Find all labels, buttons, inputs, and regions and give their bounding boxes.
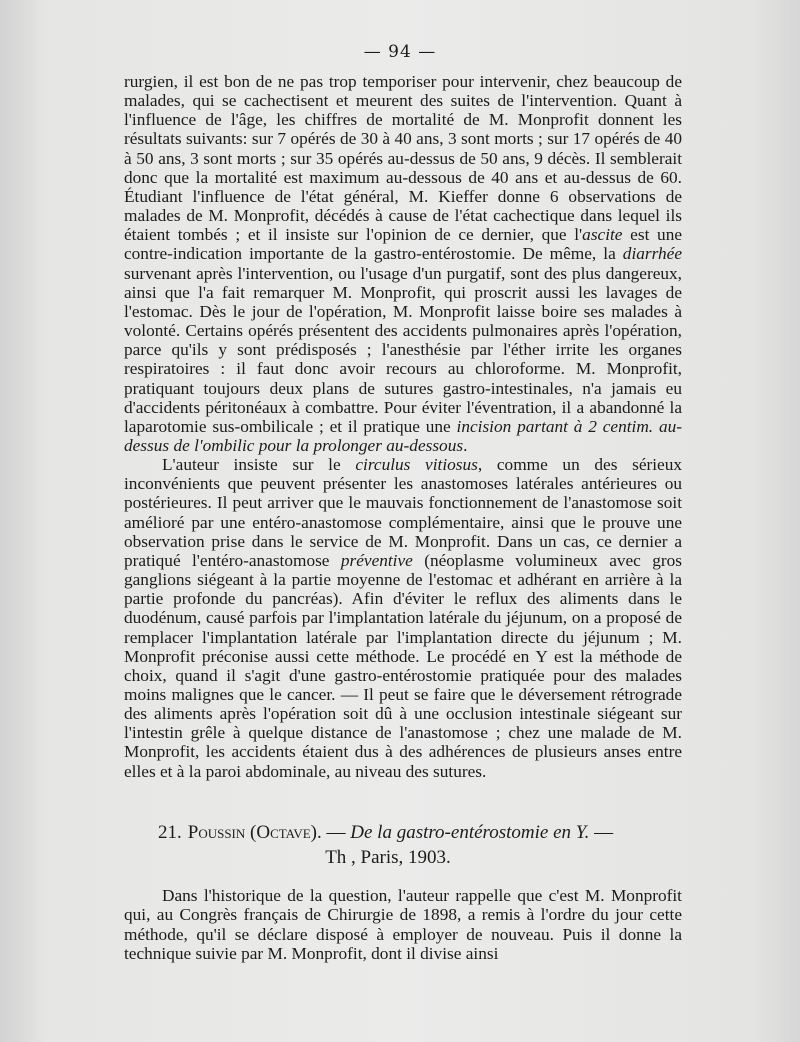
paragraph-3: Dans l'historique de la question, l'auteur rappelle que c'est M. Monprofit qui, au Congrès français de Chirurgie de 1898, a remis à l'ordre du jour cette méthode, qu'il se déclare disposé à employer de nouveau. Puis il donne la technique suivie par M. Monprofit, dont il divise ainsi xyxy=(124,886,682,964)
emphasis-circulus: circulus vitiosus xyxy=(355,455,478,475)
reference-author: Poussin (Octave). xyxy=(187,822,322,843)
emphasis-incision: incision partant à 2 centim. au-dessus de l'ombilic pour la prolonger au-dessous xyxy=(124,416,682,455)
paragraph-2-text-a: L'auteur insiste sur le xyxy=(162,455,356,475)
bibliographic-reference xyxy=(124,820,682,870)
paragraph-1-text-d: . xyxy=(463,435,468,455)
reference-dash: — xyxy=(321,822,351,843)
paragraph-2 xyxy=(124,455,682,781)
paragraph-2-text-b: , comme un des sérieux inconvénients que peuvent présenter les anastomoses latérales antérieures ou postérieures. Il peut arriver que le mauvais fonctionnement de l'anastomose soit amélioré par une entéro-anastomose complémentaire, ainsi que le prouve une observation prise dans le service de M. Monprofit. Dans un cas, ce dernier a pratiqué l'entéro-anastomose xyxy=(124,455,683,570)
reference-number: 21. xyxy=(158,822,182,843)
emphasis-preventive: préventive xyxy=(340,550,413,570)
emphasis-diarrhee: diarrhée xyxy=(622,244,682,264)
paragraph-1 xyxy=(124,72,682,455)
main-text xyxy=(124,72,682,781)
reference-title: De la gastro-entérostomie en Y. xyxy=(350,822,590,843)
paragraph-1-text-a: rurgien, il est bon de ne pas trop temporiser pour intervenir, chez beaucoup de malades, qui se cachectisent et meurent des suites de l'intervention. Quant à l'influence de l'âge, les chiffres de mortalité de M. Monprofit donnent les résultats suivants: sur 7 opérés de 30 à 40 ans, 3 sont morts ; sur 17 opérés de 40 à 50 ans, 3 sont morts ; sur 35 opérés au-dessus de 50 ans, 9 décès. Il semblerait donc que la mortalité est maximum au-dessous de 40 ans et au-dessus de 60. Étudiant l'influence de l'état général, M. Kieffer donne 6 observations de malades de M. Monprofit, décédés à cause de l'état cachectique dans lequel ils étaient tombés ; et il insiste sur l'opinion de ce dernier, que l' xyxy=(124,72,682,245)
reference-line-1 xyxy=(124,820,682,845)
final-paragraph xyxy=(124,886,682,964)
paragraph-1-text-b: est une contre-indication importante de la gastro-entérostomie. De même, la xyxy=(124,225,683,264)
reference-line-2: Th , Paris, 1903. xyxy=(325,847,451,868)
paragraph-2-text-c: (néoplasme volumineux avec gros ganglions siégeant à la partie moyenne de l'estomac et adhérant en arrière à la partie profonde du pancréas). Afin d'éviter le reflux des aliments dans le duodénum, causé parfois par l'implantation latérale du jéjunum, on a proposé de remplacer l'implantation latérale par l'implantation directe du jéjunum ; M. Monprofit préconise aussi cette méthode. Le procédé en Y est la méthode de choix, quand il s'agit d'une gastro-entérostomie pratiquée pour des malades moins malignes que le cancer. — Il peut se faire que le déversement rétrograde des aliments après l'opération soit dû à une occlusion intestinale siégeant sur l'intestin grêle à quelque distance de l'anastomose ; chez une malade de M. Monprofit, les accidents étaient dus à des adhérences de plusieurs anses entre elles et à la paroi abdominale, au niveau des sutures. xyxy=(124,550,682,781)
emphasis-ascite: ascite xyxy=(582,225,623,245)
page-number: — 94 — xyxy=(363,42,437,62)
reference-title-dash: — xyxy=(589,822,614,843)
paragraph-1-text-c: survenant après l'intervention, ou l'usage d'un purgatif, sont des plus dangereux, ainsi que l'a fait remarquer M. Monprofit, qui proscrit aussi les lavages de l'estomac. Dès le jour de l'opération, M. Monprofit laisse boire ses malades à volonté. Certains opérés présentent des accidents pulmonaires après l'opération, parce qu'ils y sont prédisposés ; l'anesthésie par l'éther irrite les organes respiratoires : il faut donc avoir recours au chloroforme. M. Monprofit, pratiquant toujours deux plans de sutures gastro-intestinales, n'a jamais eu d'accidents péritonéaux à combattre. Pour éviter l'éventration, il a abandonné la laparotomie sus-ombilicale ; et il pratique une xyxy=(124,263,682,436)
